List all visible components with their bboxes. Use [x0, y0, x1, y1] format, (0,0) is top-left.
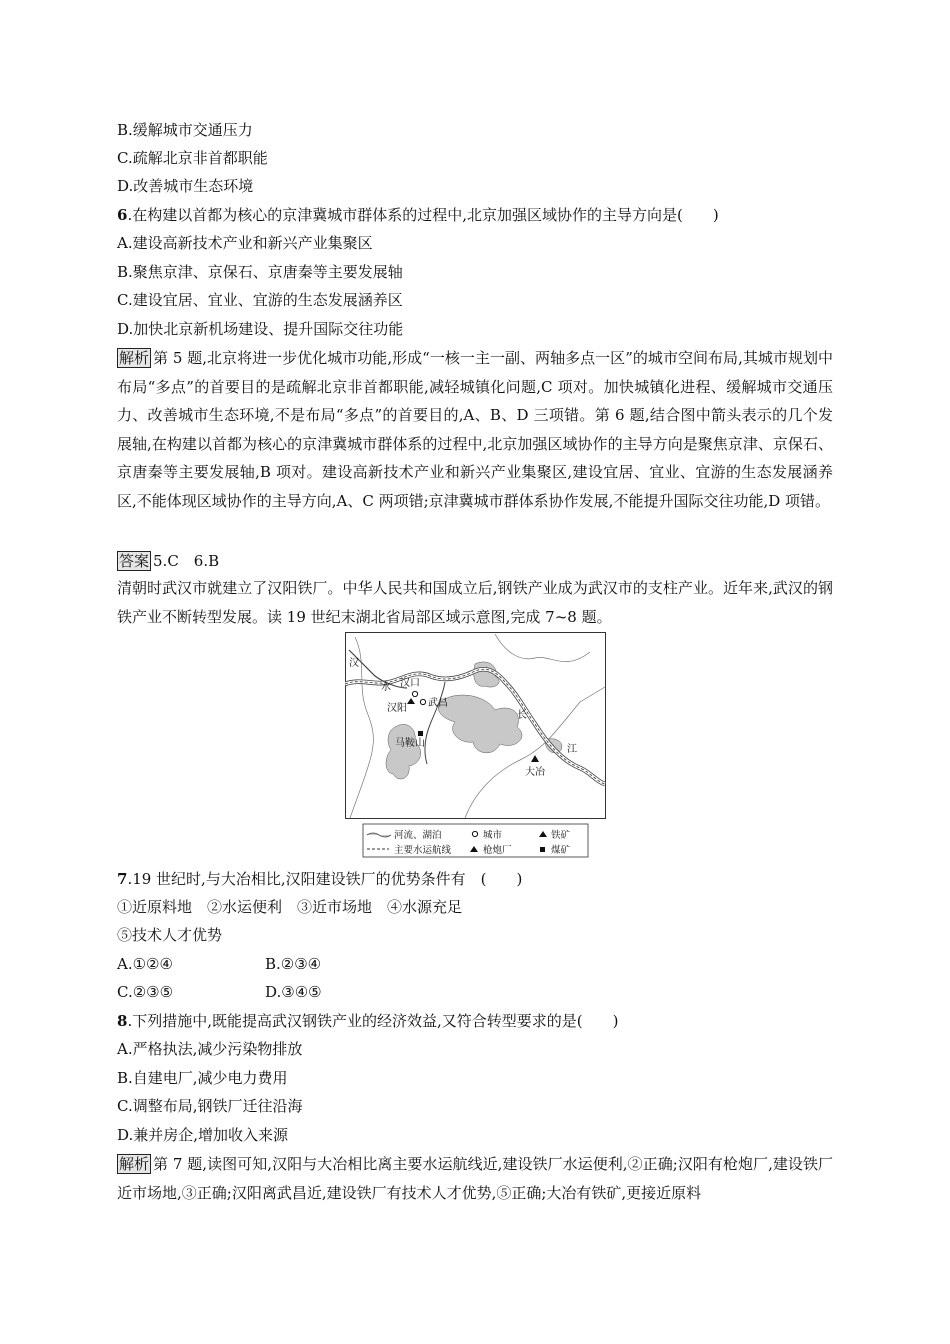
q8-stem [117, 1011, 618, 1031]
q6-option-d: D.加快北京新机场建设、提升国际交往功能 [117, 320, 404, 338]
q5-option-d: D.改善城市生态环境 [117, 177, 254, 195]
label-wuchang: 武昌 [428, 698, 448, 709]
analysis-5-6 [117, 344, 833, 516]
label-chang: 长 [517, 710, 527, 721]
analysis-text: 第 5 题,北京将进一步优化城市功能,形成“一核一主一副、两轴多点一区”的城市空间布局,其城市规划中布局“多点”的首要目的是疏解北京非首都职能,减轻城镇化问题,C 项对。加快城镇化进程、缓解城市交通压力、改善城市生态环境,不是布局“多点”的首要目的,A、B、D 三项错。第 6 题,结合图中箭头表示的几个发展轴,在构建以首都为核心的京津冀城市群体系的过程中,北京加强区域协作的主导方向是聚焦京津、京保石、京唐秦等主要发展轴,B 项对。建设高新技术产业和新兴产业集聚区,建设宜居、宜业、宜游的生态发展涵养区,不能体现区域协作的主导方向,A、C 两项错;京津冀城市群体系协作发展,不能提升国际交往功能,D 项错。 [117, 349, 833, 510]
q8-option-a: A.严格执法,减少污染物排放 [117, 1040, 303, 1058]
answer-text: 5.C 6.B [153, 552, 220, 570]
hankou-city-icon [412, 691, 417, 696]
label-hankou: 汉口 [400, 678, 420, 689]
answer-tag: 答案 [119, 552, 150, 570]
q6-option-c: C.建设宜居、宜业、宜游的生态发展涵养区 [117, 291, 403, 309]
label-hanyang: 汉阳 [387, 703, 407, 714]
answer-5-6 [117, 551, 219, 571]
q8-option-d: D.兼并房企,增加收入来源 [117, 1126, 289, 1144]
analysis-7-8 [117, 1150, 833, 1207]
q8-number: 8 [117, 1012, 128, 1030]
legend-coal-icon [540, 847, 545, 852]
analysis-tag: 解析 [119, 349, 150, 367]
coal-mine-icon [418, 731, 423, 736]
label-maanshan: 马鞍山 [395, 738, 425, 749]
q7-option-d: D.③④⑤ [265, 983, 322, 1001]
q6-option-b: B.聚焦京津、京保石、京唐秦等主要发展轴 [117, 263, 403, 281]
q5-option-b: B.缓解城市交通压力 [117, 121, 253, 139]
analysis2-text: 第 7 题,读图可知,汉阳与大冶相比离主要水运航线近,建设铁厂水运便利,②正确;汉阳有枪炮厂,建设铁厂近市场地,③正确;汉阳离武昌近,建设铁厂有技术人才优势,⑤正确;大冶有铁矿,更接近原料 [117, 1155, 833, 1202]
legend-coal: 煤矿 [551, 845, 571, 856]
q7-stem-text: .19 世纪时,与大冶相比,汉阳建设铁厂的优势条件有 ( ) [127, 870, 523, 888]
legend-river: 河流、湖泊 [394, 830, 442, 841]
legend-city-icon [472, 831, 477, 836]
legend-city: 城市 [483, 830, 503, 841]
q8-option-c: C.调整布局,钢铁厂迁往沿海 [117, 1097, 303, 1115]
q7-option-a: A.①②④ [117, 955, 173, 973]
q7-stem [117, 869, 522, 889]
hubei-region-map [345, 632, 606, 860]
legend-gun: 枪炮厂 [483, 845, 512, 856]
q6-stem-text: .在构建以首都为核心的京津冀城市群体系的过程中,北京加强区域协作的主导方向是( ) [127, 206, 719, 224]
wuchang-city-icon [420, 699, 425, 704]
q7-items-line2: ⑤技术人才优势 [117, 926, 223, 944]
q7-option-b: B.②③④ [265, 955, 322, 973]
q8-stem-text: .下列措施中,既能提高武汉钢铁产业的经济效益,又符合转型要求的是( ) [127, 1012, 619, 1030]
q6-option-a: A.建设高新技术产业和新兴产业集聚区 [117, 234, 373, 252]
q6-stem [117, 205, 719, 225]
q7-items-line1: ①近原料地 ②水运便利 ③近市场地 ④水源充足 [117, 898, 463, 916]
label-daye: 大冶 [525, 767, 545, 778]
q6-number: 6 [117, 206, 128, 224]
label-shui: 水 [381, 682, 391, 693]
intro-7-8: 清朝时武汉市就建立了汉阳铁厂。中华人民共和国成立后,钢铁产业成为武汉市的支柱产业。近年来,武汉的钢铁产业不断转型发展。读 19 世纪末湖北省局部区域示意图,完成 7~8 题。 [117, 579, 833, 626]
q7-number: 7 [117, 870, 128, 888]
label-han: 汉 [349, 658, 359, 669]
legend-iron: 铁矿 [551, 830, 571, 841]
q5-option-c: C.疏解北京非首都职能 [117, 149, 268, 167]
label-jiang: 江 [567, 744, 577, 755]
legend-route: 主要水运航线 [394, 845, 452, 856]
q7-option-c: C.②③⑤ [117, 983, 174, 1001]
q8-option-b: B.自建电厂,减少电力费用 [117, 1069, 288, 1087]
analysis2-tag: 解析 [119, 1155, 150, 1173]
